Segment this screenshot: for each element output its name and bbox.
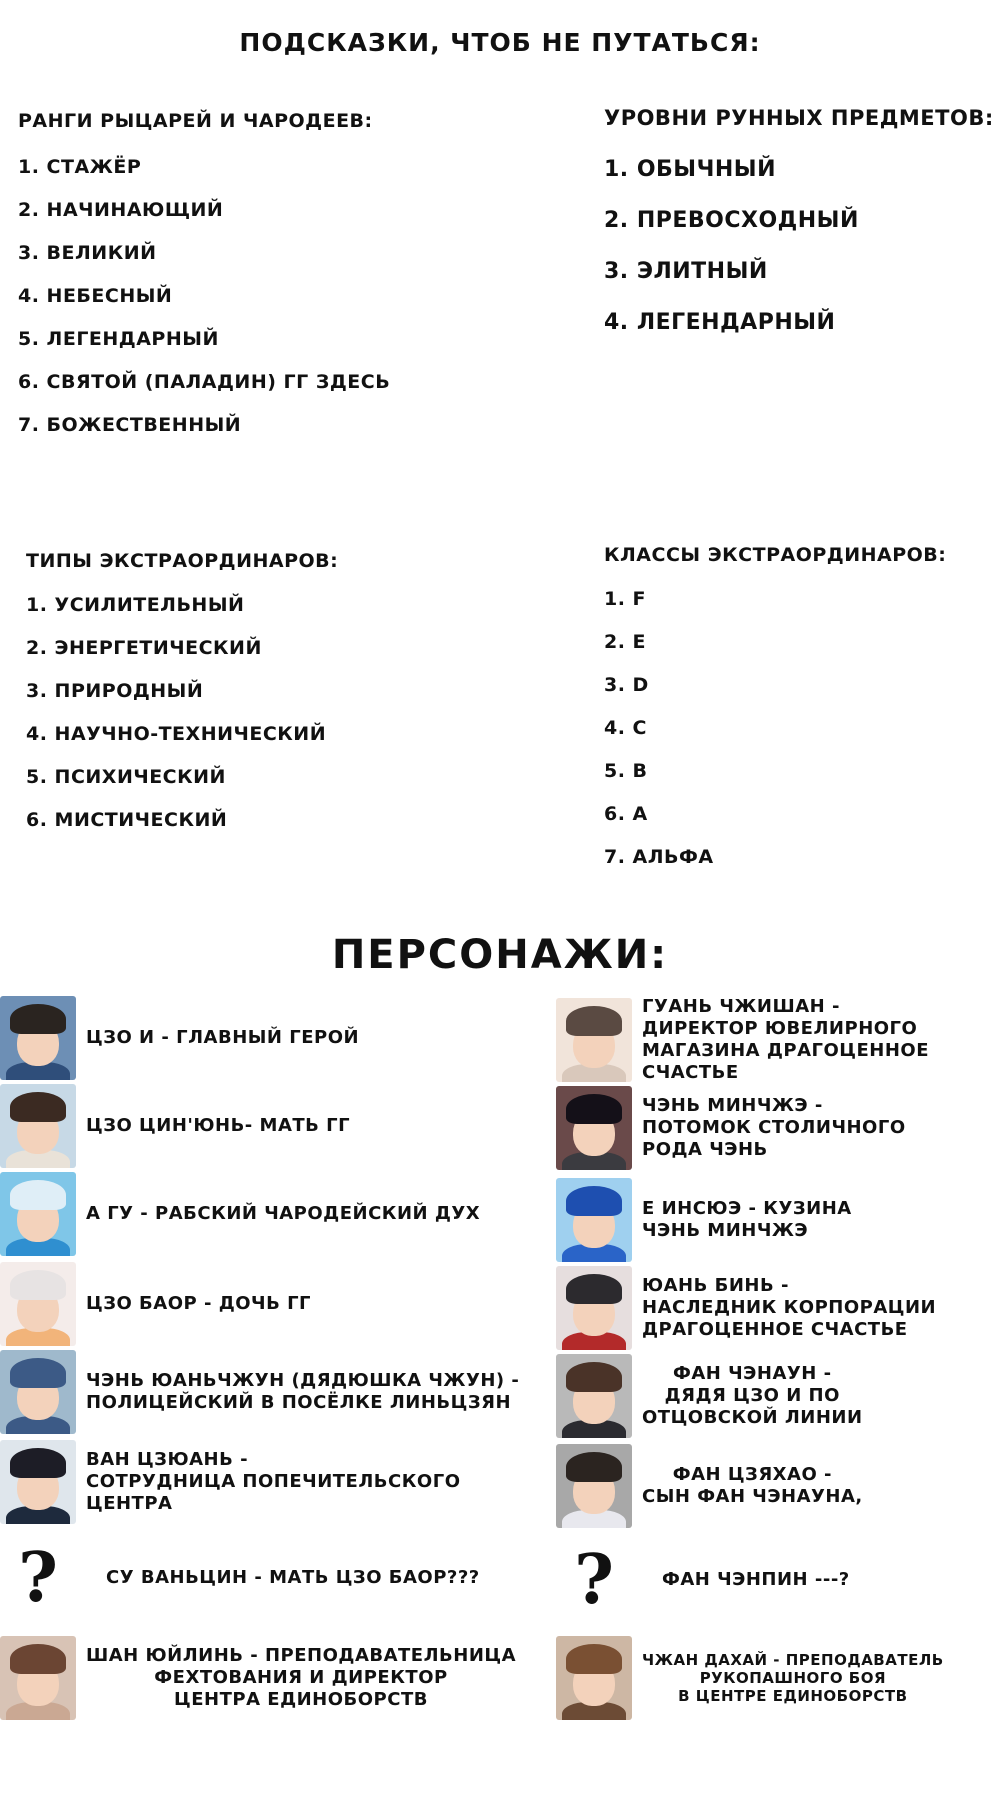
- character-description: ФАН ЧЭНАУН - ДЯДЯ ЦЗО И ПО ОТЦОВСКОЙ ЛИНИИ: [642, 1363, 863, 1428]
- character-description: ВАН ЦЗЮАНЬ - СОТРУДНИЦА ПОПЕЧИТЕЛЬСКОГО ЦЕНТРА: [86, 1449, 461, 1514]
- list-item: 4. НЕБЕСНЫЙ: [18, 285, 173, 307]
- character-description: ЧЖАН ДАХАЙ - ПРЕПОДАВАТЕЛЬ РУКОПАШНОГО БОЯ В ЦЕНТРЕ ЕДИНОБОРСТВ: [642, 1651, 944, 1705]
- character-description: ЧЭНЬ МИНЧЖЭ - ПОТОМОК СТОЛИЧНОГО РОДА ЧЭНЬ: [642, 1095, 906, 1160]
- question-mark-icon: ?: [574, 1540, 614, 1620]
- runes-section: [604, 106, 994, 348]
- ranks-section: [18, 110, 390, 447]
- ranks-list: [18, 146, 390, 447]
- list-item: 1. ОБЫЧНЫЙ: [604, 157, 776, 182]
- list-item: 6. СВЯТОЙ (ПАЛАДИН) ГГ ЗДЕСЬ: [18, 371, 391, 393]
- character-row: [556, 1538, 850, 1622]
- character-portrait: [0, 1440, 76, 1524]
- character-portrait: [556, 1354, 632, 1438]
- character-portrait: [556, 998, 632, 1082]
- character-description: ФАН ЦЗЯХАО - СЫН ФАН ЧЭНАУНА,: [642, 1464, 863, 1507]
- character-row: [0, 1350, 519, 1434]
- character-row: [0, 1262, 311, 1346]
- character-description: СУ ВАНЬЦИН - МАТЬ ЦЗО БАОР???: [106, 1567, 480, 1588]
- character-row: [556, 1266, 936, 1350]
- character-description: ГУАНЬ ЧЖИШАН - ДИРЕКТОР ЮВЕЛИРНОГО МАГАЗИНА ДРАГОЦЕННОЕ СЧАСТЬЕ: [642, 996, 930, 1083]
- list-item: 1. УСИЛИТЕЛЬНЫЙ: [26, 594, 245, 616]
- list-item: 1. СТАЖЁР: [18, 156, 142, 178]
- types-list: [26, 584, 338, 842]
- character-row: [556, 1086, 906, 1170]
- character-portrait: [0, 996, 76, 1080]
- runes-heading: УРОВНИ РУННЫХ ПРЕДМЕТОВ:: [604, 106, 994, 130]
- list-item: 2. НАЧИНАЮЩИЙ: [18, 199, 224, 221]
- list-item: 7. БОЖЕСТВЕННЫЙ: [18, 414, 242, 436]
- character-portrait: [556, 1444, 632, 1528]
- list-item: 4. C: [604, 717, 647, 739]
- character-description: ЦЗО БАОР - ДОЧЬ ГГ: [86, 1293, 312, 1314]
- types-section: [26, 550, 338, 842]
- character-description: Е ИНСЮЭ - КУЗИНА ЧЭНЬ МИНЧЖЭ: [642, 1198, 852, 1241]
- character-description: ФАН ЧЭНПИН ---?: [662, 1569, 850, 1590]
- types-heading: ТИПЫ ЭКСТРАОРДИНАРОВ:: [26, 550, 339, 572]
- character-row: [0, 996, 359, 1080]
- character-row: [0, 1636, 516, 1720]
- character-portrait: [0, 1350, 76, 1434]
- character-portrait: [0, 1262, 76, 1346]
- list-item: 3. ЭЛИТНЫЙ: [604, 259, 768, 284]
- classes-heading: КЛАССЫ ЭКСТРАОРДИНАРОВ:: [604, 544, 947, 566]
- character-portrait: [556, 1086, 632, 1170]
- list-item: 2. E: [604, 631, 647, 653]
- list-item: 5. ПСИХИЧЕСКИЙ: [26, 766, 226, 788]
- list-item: 2. ЭНЕРГЕТИЧЕСКИЙ: [26, 637, 262, 659]
- character-row: [0, 1536, 480, 1620]
- character-row: [556, 1178, 852, 1262]
- list-item: 3. D: [604, 674, 649, 696]
- character-row: [0, 1084, 350, 1168]
- character-row: [556, 1636, 944, 1720]
- classes-section: [604, 544, 946, 879]
- ranks-heading: РАНГИ РЫЦАРЕЙ И ЧАРОДЕЕВ:: [18, 110, 373, 132]
- character-row: [556, 996, 1000, 1084]
- list-item: 6. МИСТИЧЕСКИЙ: [26, 809, 228, 831]
- character-row: [556, 1444, 863, 1528]
- question-mark-icon: ?: [18, 1538, 58, 1618]
- hints-title: ПОДСКАЗКИ, ЧТОБ НЕ ПУТАТЬСЯ:: [239, 28, 761, 57]
- character-portrait: [0, 1084, 76, 1168]
- character-description: ЧЭНЬ ЮАНЬЧЖУН (ДЯДЮШКА ЧЖУН) - ПОЛИЦЕЙСКИЙ В ПОСЁЛКЕ ЛИНЬЦЗЯН: [86, 1370, 520, 1413]
- character-description: ЦЗО И - ГЛАВНЫЙ ГЕРОЙ: [86, 1027, 360, 1048]
- character-portrait: [556, 1266, 632, 1350]
- character-description: ШАН ЮЙЛИНЬ - ПРЕПОДАВАТЕЛЬНИЦА ФЕХТОВАНИЯ И ДИРЕКТОР ЦЕНТРА ЕДИНОБОРСТВ: [86, 1645, 517, 1710]
- character-description: ЮАНЬ БИНЬ - НАСЛЕДНИК КОРПОРАЦИИ ДРАГОЦЕННОЕ СЧАСТЬЕ: [642, 1275, 937, 1340]
- list-item: 4. НАУЧНО-ТЕХНИЧЕСКИЙ: [26, 723, 327, 745]
- list-item: 6. A: [604, 803, 648, 825]
- character-row: [556, 1354, 863, 1438]
- classes-list: [604, 578, 946, 879]
- list-item: 1. F: [604, 588, 647, 610]
- character-row: [0, 1440, 461, 1524]
- list-item: 2. ПРЕВОСХОДНЫЙ: [604, 208, 859, 233]
- character-description: А ГУ - РАБСКИЙ ЧАРОДЕЙСКИЙ ДУХ: [86, 1203, 481, 1224]
- list-item: 3. ВЕЛИКИЙ: [18, 242, 157, 264]
- character-description: ЦЗО ЦИН'ЮНЬ- МАТЬ ГГ: [86, 1115, 351, 1136]
- character-portrait: [556, 1636, 632, 1720]
- runes-list: [604, 144, 994, 348]
- character-portrait: [0, 1172, 76, 1256]
- character-portrait: [0, 1636, 76, 1720]
- character-portrait: [556, 1178, 632, 1262]
- list-item: 4. ЛЕГЕНДАРНЫЙ: [604, 310, 836, 335]
- characters-title: ПЕРСОНАЖИ:: [331, 932, 669, 978]
- character-row: [0, 1172, 480, 1256]
- list-item: 3. ПРИРОДНЫЙ: [26, 680, 204, 702]
- list-item: 7. АЛЬФА: [604, 846, 714, 868]
- list-item: 5. B: [604, 760, 648, 782]
- list-item: 5. ЛЕГЕНДАРНЫЙ: [18, 328, 219, 350]
